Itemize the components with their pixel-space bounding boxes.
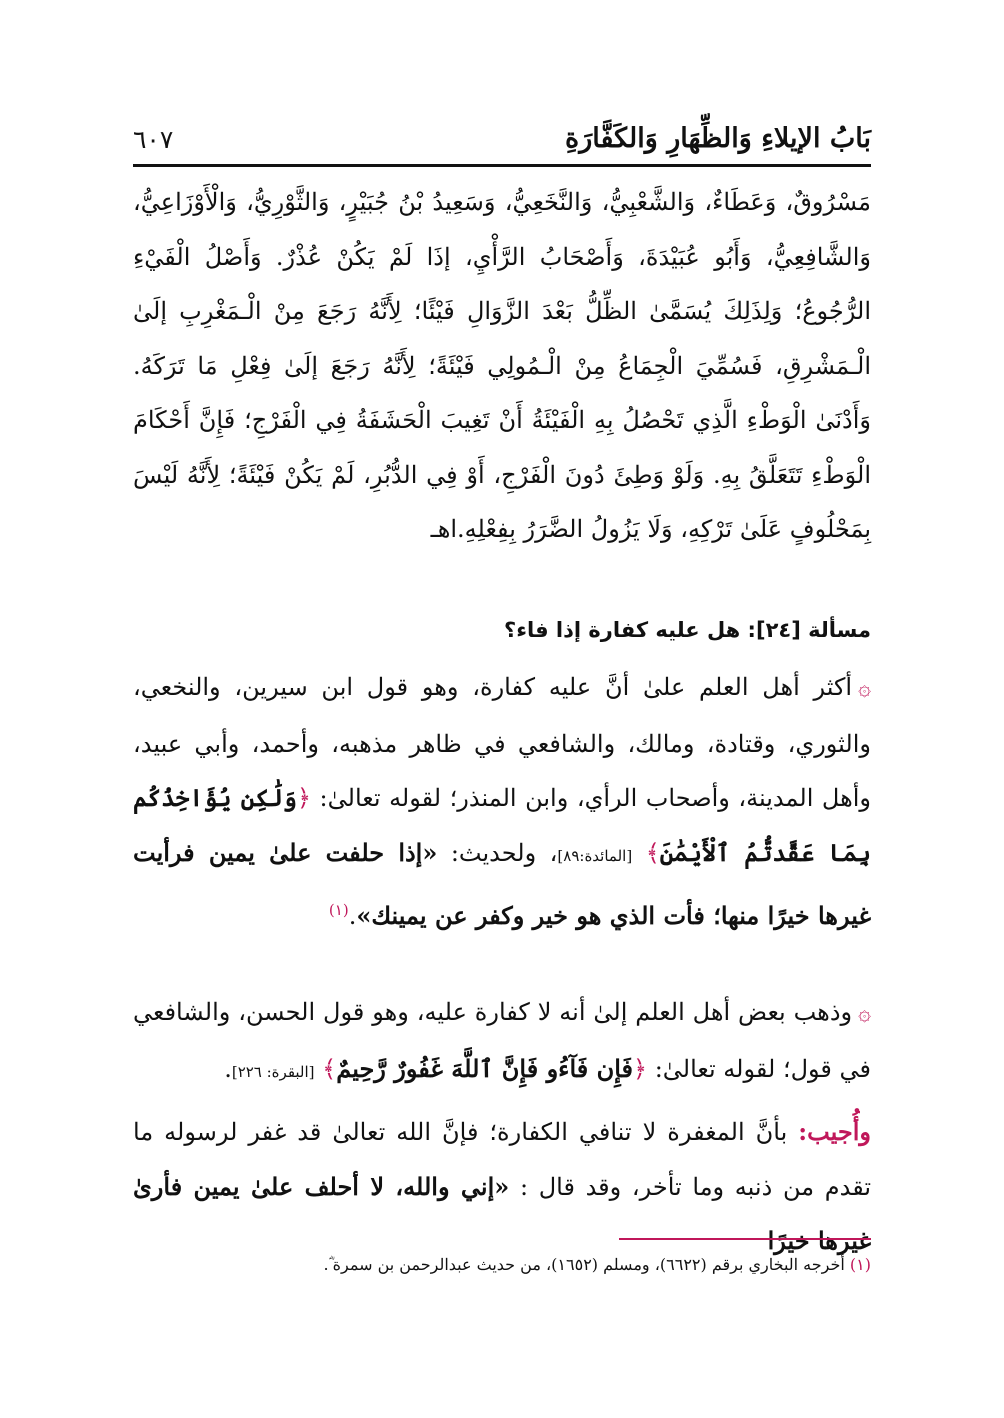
- response-label: وأُجيب:: [798, 1117, 871, 1146]
- footnote-divider: [619, 1238, 871, 1240]
- paragraph-end: .: [348, 902, 357, 930]
- paragraph-text: أكثر أهل العلم علىٰ أنَّ عليه كفارة، وهو قول ابن سيرين، والنخعي، والثوري، وقتادة، ومالك، والشافعي في ظاهر مذهبه، وأحمد، وأبي عبيد، وأهل المدينة، وأصحاب الرأي، وابن المنذر؛ لقوله تعالىٰ:: [133, 673, 871, 812]
- flower-ornament-icon: ۞: [858, 1001, 871, 1026]
- issue-heading: مسألة [٢٤]: هل عليه كفارة إذا فاء؟: [504, 618, 871, 642]
- footnote-marker[interactable]: (١): [328, 901, 349, 919]
- verse-reference: [البقرة: ٢٢٦]: [231, 1062, 315, 1081]
- paragraph-end: .: [224, 1054, 232, 1083]
- verse-bracket-close: ﴾: [322, 1054, 337, 1083]
- hadith-text: «إني والله، لا أحلف علىٰ يمين فأرىٰ غيرها خيرًا: [133, 1171, 871, 1255]
- paragraph-text: ، ولحديث:: [437, 838, 558, 867]
- verse-bracket-close: ﴾: [645, 838, 660, 867]
- flower-ornament-icon: ۞: [858, 676, 871, 701]
- footnote-number: (١): [849, 1255, 871, 1274]
- paragraph-minority-view: [133, 985, 871, 1099]
- verse-bracket-open: ﴿: [296, 784, 312, 812]
- paragraph-text: وذهب بعض أهل العلم إلىٰ أنه لا كفارة عليه، وهو قول الحسن، والشافعي في قول؛ لقوله تعالىٰ:: [133, 998, 871, 1083]
- page-header: [133, 112, 871, 167]
- verse-bracket-open: ﴿: [633, 1054, 648, 1083]
- page-number: ٦٠٧: [133, 125, 174, 154]
- paragraph-text: بأنَّ المغفرة لا تنافي الكفارة؛ فإنَّ الله تعالىٰ قد غفر لرسوله ما تقدم من ذنبه وما تأخر، وقد قال :: [133, 1118, 872, 1201]
- paragraph-majority-view: [133, 660, 871, 944]
- paragraph-response: [133, 1105, 871, 1269]
- footnote: [133, 1252, 871, 1278]
- quoted-text: مَسْرُوقٌ، وَعَطَاءٌ، وَالشَّعْبِيُّ، وَالنَّخَعِيُّ، وَسَعِيدُ بْنُ جُبَيْرٍ، وَالثَّوْرِيُّ، وَالْأَوْزَاعِيُّ، وَالشَّافِعِيُّ، وَأَبُو عُبَيْدَةَ، وَأَصْحَابُ الرَّأْيِ، إذَا لَمْ يَكُنْ عُذْرٌ. وَأَصْلُ الْفَيْءِ الرُّجُوعُ؛ وَلِذَلِكَ يُسَمَّىٰ الظِّلُّ بَعْدَ الزَّوَالِ فَيْئًا؛ لِأَنَّهُ رَجَعَ مِنْ الْـمَغْرِبِ إلَىٰ الْـمَشْرِقِ، فَسُمِّيَ الْجِمَاعُ مِنْ الْـمُولِي فَيْئَةً؛ لِأَنَّهُ رَجَعَ إلَىٰ فِعْلِ مَا تَرَكَهُ. وَأَدْنَىٰ الْوَطْءِ الَّذِي تَحْصُلُ بِهِ الْفَيْئَةُ أَنْ تَغِيبَ الْحَشَفَةُ فِي الْفَرْجِ؛ فَإِنَّ أَحْكَامَ الْوَطْءِ تَتَعَلَّقُ بِهِ. وَلَوْ وَطِئَ دُونَ الْفَرْجِ، أَوْ فِي الدُّبُرِ، لَمْ يَكُنْ فَيْئَةً؛ لِأَنَّهُ لَيْسَ بِمَحْلُوفٍ عَلَىٰ تَرْكِهِ، وَلَا يَزُولُ الضَّرَرُ بِفِعْلِهِ.اهـ: [133, 188, 871, 543]
- quran-verse: وَلَٰكِن يُؤَاخِذُكُم بِمَا عَقَّدتُّمُ ٱلْأَيْمَٰنَ: [133, 783, 871, 867]
- quoted-text-block: [133, 175, 871, 557]
- hadith-text: «إذا حلفت علىٰ يمين فرأيت غيرها خيرًا منها؛ فأت الذي هو خير وكفر عن يمينك»: [133, 837, 871, 930]
- quran-verse: فَإِن فَآءُو فَإِنَّ ٱللَّهَ غَفُورٌ رَّحِيمٌ: [336, 1053, 633, 1083]
- footnote-text: أخرجه البخاري برقم (٦٦٢٢)، ومسلم (١٦٥٢)، من حديث عبدالرحمن بن سمرة ؓ.: [323, 1255, 850, 1274]
- chapter-title: بَابُ الإيلاءِ وَالظِّهَارِ وَالكَفَّارَةِ: [565, 123, 871, 154]
- verse-reference: [المائدة:٨٩]: [557, 846, 633, 865]
